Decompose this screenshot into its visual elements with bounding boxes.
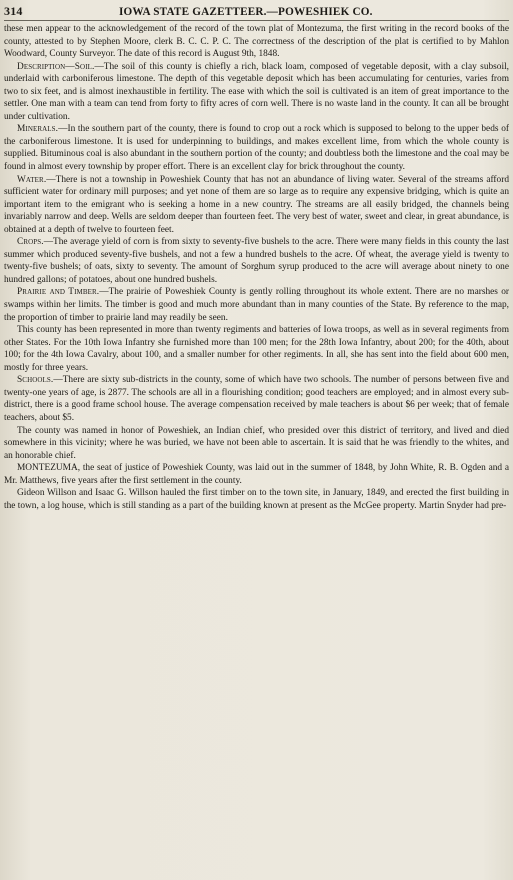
section-heading-soil: Description—Soil. [17,61,95,72]
paragraph-text: —The average yield of corn is from sixty to seventy-five bushels to the acre. There were many fields in this county the last summer which produced seventy-five bushels, and not a few a hundred bushels to the acre. Of wheat, the average yield is twenty to twenty-five bushels; of oats, sixty to seventy. The amount of Sorghum syrup produced to the acre will average about ninety to one hundred gallons; of potatoes, about one hundred bushels. [4,237,509,285]
paragraph-text: —There are sixty sub-districts in the county, some of which have two schools. The number of persons between five and twenty-one years of age, is 2877. The schools are all in a flourishing condition; good teachers are employed; and in almost every sub-district, there is a good frame school house. The average compensation received by male teachers is about $6 per week; that of female teachers, about $5. [4,375,509,423]
section-heading-minerals: Minerals. [17,124,59,135]
paragraph-schools [4,374,509,424]
paragraph-regiments [4,324,509,374]
paragraph-minerals [4,123,509,173]
paragraph-text: —The prairie of Poweshiek County is gently rolling throughout its whole extent. There are no marshes or swamps within her limits. The timber is good and much more abundant than in many counties of the State. By reference to the map, the proportion of timber to prairie land may readily be seen. [4,287,509,323]
running-title: IOWA STATE GAZETTEER.—POWESHIEK CO. [118,6,373,18]
paragraph-text: This county has been represented in more than twenty regiments and batteries of Iowa troops, as well as in several regiments from other States. For the 10th Iowa Infantry she furnished more than 100 men; for the 28th Iowa Infantry, about 200; for the 40th, about 100; for the 4th Iowa Cavalry, about 100, and a smaller number for other regiments. In all, she has sent into the field about 600 men, mostly for three years. [4,325,509,373]
paragraph-montezuma [4,462,509,487]
paragraph-water [4,174,509,237]
article-body [4,23,509,512]
paragraph-text: these men appear to the acknowledgement of the record of the town plat of Montezuma, the first writing in the record books of the county, attested to by Stephen Moore, clerk B. C. C. P. C. The correctness of the description of the plat is certified to by Mahlon Woodward, County Surveyor. The date of this record is August 9th, 1848. [4,24,509,60]
paragraph-prairie-timber [4,286,509,324]
paragraph-text: the seat of justice of Poweshiek County, was laid out in the summer of 1848, by John White, R. B. Ogden and a Mr. Matthews, five years after the first settlement in the county. [4,463,509,486]
paragraph-plat-record [4,23,509,61]
section-heading-water: Water. [17,174,47,185]
section-heading-prairie-timber: Prairie and Timber. [17,287,100,298]
paragraph-county-name [4,425,509,463]
paragraph-text: The county was named in honor of Poweshiek, an Indian chief, who presided over this district of territory, and lived and died somewhere in this vicinity; where he was buried, we have not been able to ascertain. It is said that he was friendly to the whites, and an honorable chief. [4,425,509,461]
paragraph-text: Gideon Willson and Isaac G. Willson hauled the first timber on to the town site, in January, 1849, and erected the first building in the town, a log house, which is still standing as a part of the building known at present as the McGee property. Martin Snyder had pre- [4,488,509,511]
running-header [4,4,509,21]
paragraph-text: —There is not a township in Poweshiek County that has not an abundance of living water. Several of the streams afford sufficient water for ordinary mill purposes; and yet none of them are so large as to require any expensive bridging, which is quite an important item to the emigrant who is seeking a home in a new country. The streams are all easily bridged, the channels being invariably narrow and deep. Wells are seldom deeper than fourteen feet. The very best of water, sweet and clear, in great abundance, is obtained at a depth of twelve to fourteen feet. [4,174,509,235]
section-heading-montezuma: MONTEZUMA, [17,463,81,474]
paragraph-text: —The soil of this county is chiefly a rich, black loam, composed of vegetable deposit, with a clay subsoil, underlaid with carboniferous limestone. The depth of this vegetable deposit which has been accumulating for centuries, varies from two to six feet, and is almost inexhaustible in fertility. The ease with which the soil is cultivated is an item of great importance to the settler. One man with a team can tend from forty to fifty acres of corn well. There is no waste land in the county. It can all be brought under cultivation. [4,61,509,122]
section-heading-schools: Schools. [17,375,54,386]
page-number: 314 [4,4,23,18]
paragraph-willson [4,487,509,512]
paragraph-crops [4,236,509,286]
paragraph-text: —In the southern part of the county, there is found to crop out a rock which is supposed to belong to the upper beds of the carboniferous limestone. It is used for underpinning to buildings, and makes excellent lime, from which the whole county is supplied. Bituminous coal is also abundant in the southern portion of the county; and doubtless both the limestone and the coal may be found in almost every township by proper effort. There is an excellent clay for brick throughout the county. [4,124,509,173]
paragraph-soil [4,61,509,124]
section-heading-crops: Crops. [17,237,44,248]
